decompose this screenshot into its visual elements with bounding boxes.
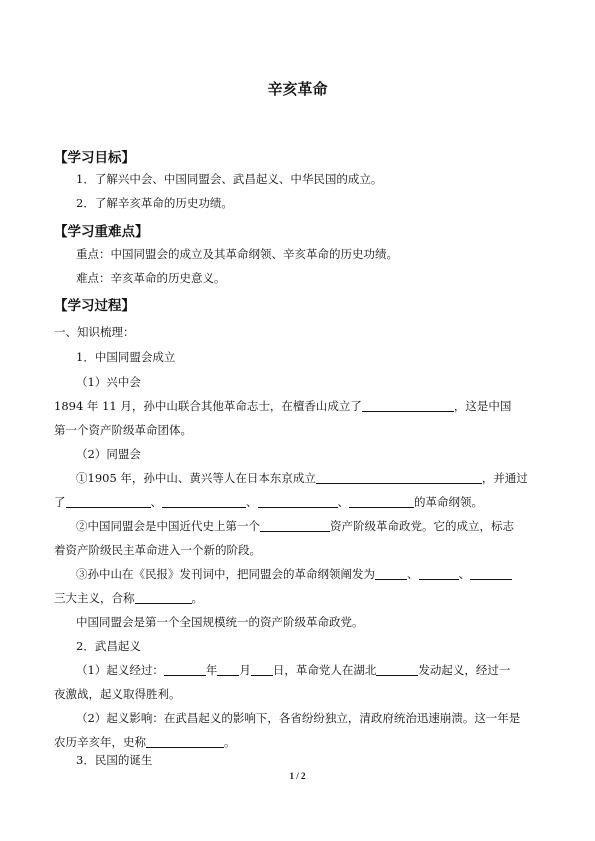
fill-blank[interactable] — [217, 663, 239, 676]
heading-key-points: 【学习重难点】 — [54, 224, 149, 240]
page-title: 辛亥革命 — [267, 80, 328, 98]
fill-blank[interactable] — [164, 663, 206, 676]
fill-blank[interactable] — [66, 495, 151, 508]
goal-item-2: 2．了解辛亥革命的历史功绩。 — [76, 196, 233, 210]
difficult-point-line: 难点：辛亥革命的历史意义。 — [76, 271, 226, 285]
text-line — [54, 494, 483, 510]
text-segment: 资产阶级革命政党。它的成立，标志 — [330, 519, 514, 533]
text-segment: ③孙中山在《民报》发刊词中，把同盟会的革命纲领阐发为 — [76, 567, 375, 581]
fill-blank[interactable] — [470, 567, 512, 580]
text-line — [76, 566, 512, 582]
text-segment: （1）起义经过： — [76, 663, 164, 677]
text-line: 第一个资产阶级革命团体。 — [54, 423, 192, 437]
fill-blank[interactable] — [146, 735, 224, 748]
heading-learning-goals: 【学习目标】 — [54, 150, 135, 166]
fill-blank[interactable] — [349, 495, 414, 508]
text-segment: 1894 年 11 月，孙中山联合其他革命志士，在檀香山成立了 — [54, 399, 362, 413]
fill-blank[interactable] — [362, 399, 454, 412]
fill-blank[interactable] — [260, 519, 330, 532]
fill-blank[interactable] — [258, 495, 338, 508]
text-segment: 农历辛亥年，史称 — [54, 735, 146, 749]
subsection-republic: 3．民国的诞生 — [76, 753, 153, 767]
text-line — [54, 734, 236, 750]
fill-blank[interactable] — [162, 495, 246, 508]
text-segment: ，这是中国 — [453, 399, 512, 413]
text-line — [54, 398, 511, 414]
text-segment: 的革命纲领。 — [414, 495, 483, 509]
text-segment: 三大主义，合称 — [54, 591, 135, 605]
text-segment: 、 — [458, 567, 470, 581]
fill-blank[interactable] — [376, 663, 418, 676]
text-segment: 、 — [407, 567, 419, 581]
text-line — [76, 662, 510, 678]
text-segment: ②中国同盟会是中国近代史上第一个 — [76, 519, 260, 533]
page-number: 1 / 2 — [289, 771, 306, 781]
text-line: （2）起义影响：在武昌起义的影响下，各省纷纷独立，清政府统治迅速崩溃。这一年是 — [76, 711, 521, 725]
text-segment: 了 — [54, 495, 66, 509]
text-segment: 、 — [246, 495, 258, 509]
fill-blank[interactable] — [316, 471, 482, 484]
text-segment: 、 — [150, 495, 162, 509]
text-line — [76, 470, 528, 486]
text-segment: 。 — [224, 735, 236, 749]
text-line: 中国同盟会是第一个全国规模统一的资产阶级革命政党。 — [76, 615, 364, 629]
fill-blank[interactable] — [251, 663, 273, 676]
item-xingzhonghui: （1）兴中会 — [76, 375, 141, 389]
goal-item-1: 1．了解兴中会、中国同盟会、武昌起义、中华民国的成立。 — [76, 172, 383, 186]
text-segment: 日，革命党人在湖北 — [272, 663, 377, 677]
text-line: 着资产阶级民主革命进入一个新的阶段。 — [54, 543, 261, 557]
text-line — [54, 590, 203, 606]
section-knowledge: 一、知识梳理： — [54, 325, 135, 339]
fill-blank[interactable] — [135, 591, 192, 604]
fill-blank[interactable] — [375, 567, 407, 580]
subsection-wuchang: 2．武昌起义 — [76, 639, 141, 653]
text-segment: 。 — [191, 591, 203, 605]
text-segment: 发动起义，经过一 — [418, 663, 511, 677]
fill-blank[interactable] — [419, 567, 459, 580]
text-segment: 、 — [337, 495, 349, 509]
text-segment: 年 — [205, 663, 218, 677]
heading-learning-process: 【学习过程】 — [54, 298, 135, 314]
text-line: 夜激战，起义取得胜利。 — [54, 687, 181, 701]
subsection-tongmenghui: 1．中国同盟会成立 — [76, 350, 176, 364]
item-tongmenghui: （2）同盟会 — [76, 447, 141, 461]
text-segment: 月 — [239, 663, 251, 677]
text-line — [76, 518, 514, 534]
key-point-line: 重点：中国同盟会的成立及其革命纲领、辛亥革命的历史功绩。 — [76, 247, 398, 261]
text-segment: ①1905 年，孙中山、黄兴等人在日本东京成立 — [76, 471, 316, 485]
text-segment: ，并通过 — [481, 471, 528, 485]
